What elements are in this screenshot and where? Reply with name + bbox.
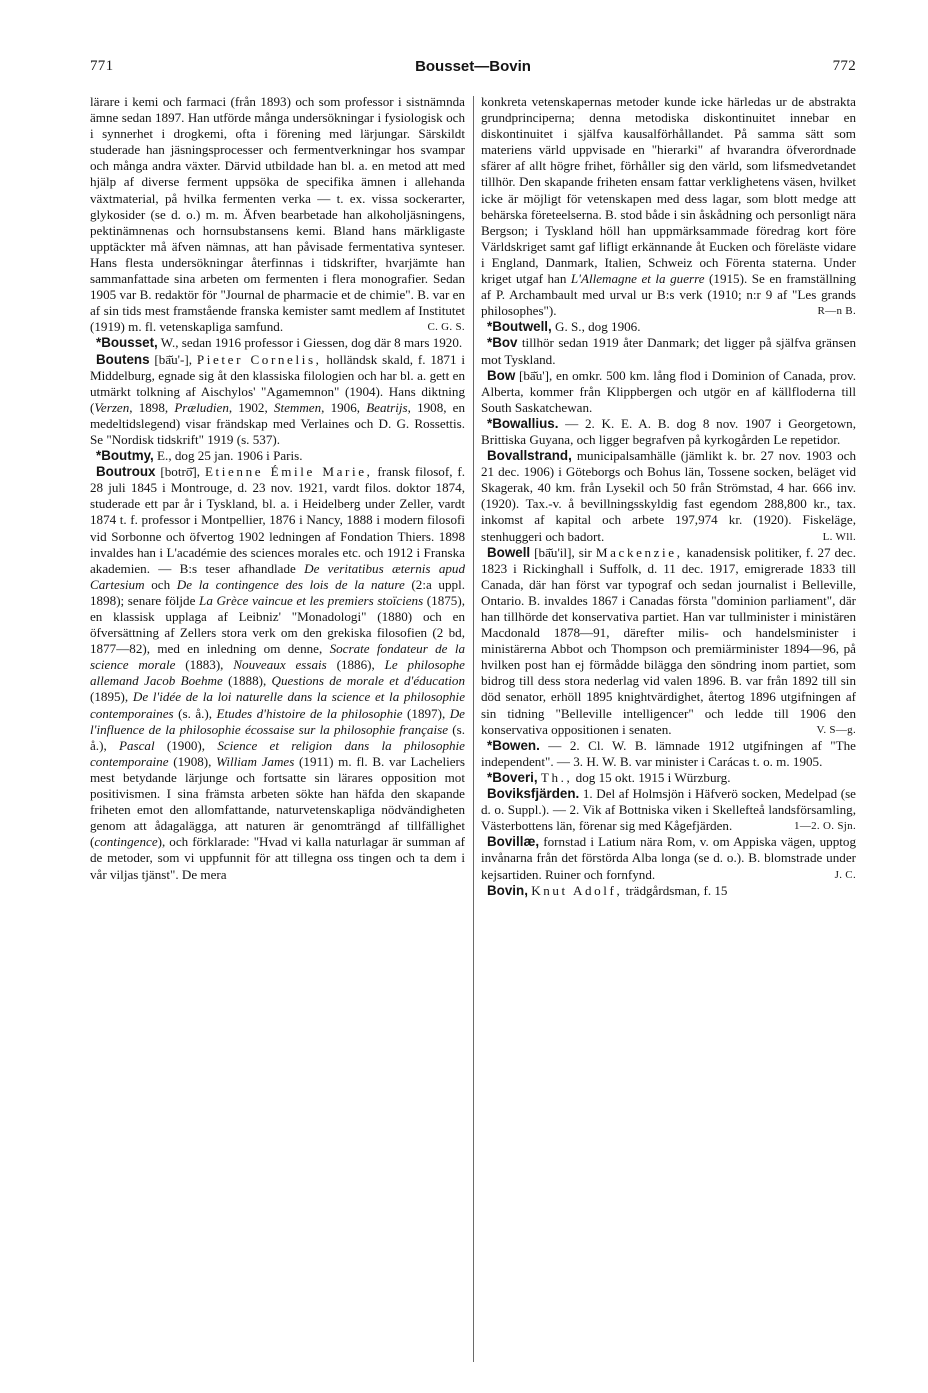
headword: Bovillæ, [487,834,540,850]
entry-bowallius: *Bowallius. — 2. K. E. A. B. dog 8 nov. 1907 i Georgetown, Brittiska Guyana, och ligger begrafven på kyrkogården Le repetidor. [481,415,856,447]
entry-bovin: Bovin, Knut Adolf, trädgårdsman, f. 15 [487,882,728,898]
page-number-left: 771 [90,58,114,74]
author-signature: L. Wll. [822,530,856,543]
entry-bow: Bow [bā̆u'], en omkr. 500 km. lång flod i Dominion of Canada, prov. Alberta, kommer från Klippbergen och utgör en af källfloderna till South Saskatchewan. [481,367,856,415]
entry-bov: *Bov tillhör sedan 1919 åter Danmark; det ligger på själfva gränsen mot Tyskland. [481,335,856,367]
entry-bousset: *Bousset, W., sedan 1916 professor i Giessen, dog där 8 mars 1920. [96,335,463,351]
entry-bovillae: Bovillæ, fornstad i Latium nära Rom, v. om Appiska vägen, upptog invånarna från det förstörda Alba longa (se d. o.). B. blomstrade under kejsartiden. Ruiner och fornfynd. J. C. [481,834,856,882]
headword: *Bowen. [487,737,540,753]
headword: Bowell [487,544,531,560]
right-column [481,94,856,899]
headword: Boviksfjärden. [487,786,580,802]
left-column [90,94,465,883]
author-signature: V. S—g. [816,723,856,736]
author-signature: J. C. [834,868,856,881]
entry-continuation: lärare i kemi och farmaci (från 1893) och som professor i sistnämnda ämne sedan 1897. Han utförde många undersökningar i fysiologisk och i synnerhet i drogkemi, ofta i förening med lärjungar. Särskildt studerade han jäsningsprocesser och fermentverkningar hos svampar och många andra växter. Därvid utbildade han bl. a. en metod att med hjälp af diverse ferment uppsöka de specifika ämnen i allehanda växtmaterial, på hvilka fermenten verka — t. ex. vissa sockerarter, glykosider (se d. o.) m. m. Äfven bearbetade han alkoholjäsningens, pektinämnenas och hornsubstansens kemi. Bland hans märkligaste upptäckter må äfven nämnas, att han påvisade fermentativa synteser. Hans flesta undersökningar återfinnas i tidskrifter, hvarjämte han sammanfattade sina arbeten om fermenten i flera monografier. Sedan 1905 var B. redaktör för "Journal de pharmacie et de chimie". B. var en af sin tids mest framstående franska kemister samt medlem af Institutet (1919) m. fl. vetenskapliga samfund. C. G. S. [90,94,465,335]
running-head: Bousset—Bovin [415,58,531,75]
entry-bowell: Bowell [bā̆u'il], sir Mackenzie, kanadensisk politiker, f. 27 dec. 1823 i Rickinghall i Suffolk, d. 11 dec. 1917, emigrerade 1833 till Canada, där han först var typograf och sedan journalist i Belleville, Ontario. B. invaldes 1867 i Canadas första "dominion parliament", där han tillhörde det konservativa partiet. Han var tullminister i ministären Macdonald 1878—91, därefter milis- och handelsminister i ministärerna Abbot och Thompson och premiärminister 1894—96, på hvilken post han ej förmådde bilägga den söndring inom partiet, som bidrog till dess stora nederlag vid valen 1896. B. var från 1892 till sin död senator, erhöll 1895 knightvärdighet, återtog 1896 utgifningen af sin tidning "Belleville intelligencer" och ledde till 1906 den konservativa oppositionen i senaten. V. S—g. [481,544,857,737]
headword: *Boutwell, [487,319,552,335]
author-signature: R—n B. [817,305,856,318]
entry-bovallstrand: Bovallstrand, municipalsamhälle (jämlikt k. br. 27 nov. 1903 och 21 dec. 1906) i Göteborgs och Bohus län, Tossene socken, beläget vid Skagerak, 40 km. från Lysekil och 50 från Strömstad, 4 har. 666 inv. (1920). Tax.-v. å bevillningsskyldig fast egendom 288,800 kr., tax. inkomst af kapital och arbete 197,974 kr. (1920). Fiskeläge, stenhuggeri och badort. L. Wll. [481,448,856,544]
author-signature: C. G. S. [427,321,465,334]
headword: Boutroux [96,464,156,480]
entry-bowen: *Bowen. — 2. Cl. W. B. lämnade 1912 utgifningen af "The independent". — 3. H. W. B. var minister i Carácas t. o. m. 1905. [481,737,856,769]
headword: Bovin, [487,882,528,898]
headword: Bovallstrand, [487,448,572,464]
headword: *Bousset, [96,335,158,351]
headword: Boutens [96,351,150,367]
entry-boutwell: *Boutwell, G. S., dog 1906. [487,319,641,335]
column-divider [473,96,474,1362]
author-signature: 1—2. O. Sjn. [794,820,856,833]
entry-boutmy: *Boutmy, E., dog 25 jan. 1906 i Paris. [96,448,303,464]
entry-continuation: konkreta vetenskapernas metoder kunde icke härledas ur de abstrakta grundprinciperna; denna metodiska diskontinuitet innebar en diskontinuitet i själfva kausalförhållandet. På samma sätt som materiens värld uppvisade en "hierarki" af hvarandra öfverordnade sfärer af allt högre frihet, förhåller sig den värld, som lifsmedvetandet tillhör. Den skapande friheten ensam fattar verklighetens väsen, hvilket icke är möjligt för vetenskapen med dess lagar, som blott medge att behärska företeelserna. B. stod både i sin åskådning och personligt nära Bergson; i Tyskland höll han uppmärksammade föredrag kort före Världskriget samt gaf lifligt erkännande åt Eucken och föreläste vidare i England, Danmark, Italien, Schweiz och Förenta staterna. Under kriget utgaf han L'Allemagne et la guerre (1915). Se en framställning af P. Archambault med urval ur B:s verk (1910; n:r 9 af "Les grands philosophes"). R—n B. [481,94,857,319]
page-number-right: 772 [832,58,856,74]
page-header [90,58,856,80]
headword: *Boutmy, [96,448,154,464]
entry-boutens: Boutens [bā̆u'-], Pieter Cornelis, holländsk skald, f. 1871 i Middelburg, egnade sig åt den klassiska filologien och har bl. a. gett en utmärkt tolkning af Aischylos' "Agamemnon" (1904). Hans diktning (Verzen, 1898, Præludien, 1902, Stemmen, 1906, Beatrijs, 1908, en medeltidslegend) visar frändskap med Verlaines och D. G. Rossettis. Se "Nordisk tidskrift" 1919 (s. 537). [90,351,466,447]
headword: *Bowallius. [487,415,559,431]
entry-boveri: *Boveri, Th., dog 15 okt. 1915 i Würzburg. [487,769,731,785]
headword: *Bov [487,335,518,351]
headword: Bow [487,367,516,383]
headword: *Boveri, [487,769,538,785]
entry-boutroux: Boutroux [botrō̆], Etienne Émile Marie, fransk filosof, f. 28 juli 1845 i Montrouge, d. 23 nov. 1921, vardt filos. doktor 1874, studerade ett par år i Tyskland, bl. a. i Heidelberg under Zeller, vardt 1874 t. f. professor i Montpellier, 1876 i Nancy, 1888 i modern filosofi vid Sorbonne och öfvertog 1902 ledningen af Fondation Thiers. 1898 invaldes han i L'académie des sciences morales etc. och 1912 i Franska akademien. — B:s teser afhandlade De veritatibus æternis apud Cartesium och De la contingence des lois de la nature (2:a uppl. 1898); senare följde La Grèce vaincue et les premiers stoïciens (1875), en klassisk upplaga af Leibniz' "Monadologi" (1880) och en öfversättning af Zellers stora verk om den grekiska filosofien (2 bd, 1877—82), med en inledning om denne, Socrate fondateur de la science morale (1883), Nouveaux essais (1886), Le philosophe allemand Jacob Boehme (1888), Questions de morale et d'éducation (1895), De l'idée de la loi naturelle dans la science et la philosophie contemporaines (s. å.), Etudes d'histoire de la philosophie (1897), De l'influence de la philosophie écossaise sur la philosophie française (s. å.), Pascal (1900), Science et religion dans la philosophie contemporaine (1908), William James (1911) m. fl. B. var Lacheliers mest betydande lärjunge och fortsatte sin lärares opposition mot positivismen. I sina främsta arbeten sökte han häfda den skapande friheten emot den allomfattande, naturvetenskapliga nödvändigheten genom att ådagalägga, att naturen är genomträngd af tillfällighet (contingence), och förklarade: "Hvad vi kalla naturlagar är summan af de metoder, som vi uppfunnit för att tillegna oss tingen och ta dem i vår viljas tjänst". De mera [90,464,466,882]
entry-boviksfjarden: Boviksfjärden. 1. Del af Holmsjön i Häfverö socken, Medelpad (se d. o. Suppl.). — 2. Vik af Bottniska viken i Skellefteå landsförsamling, Västerbottens län, förenar sig med Kågefjärden. 1—2. O. Sjn. [481,786,856,834]
